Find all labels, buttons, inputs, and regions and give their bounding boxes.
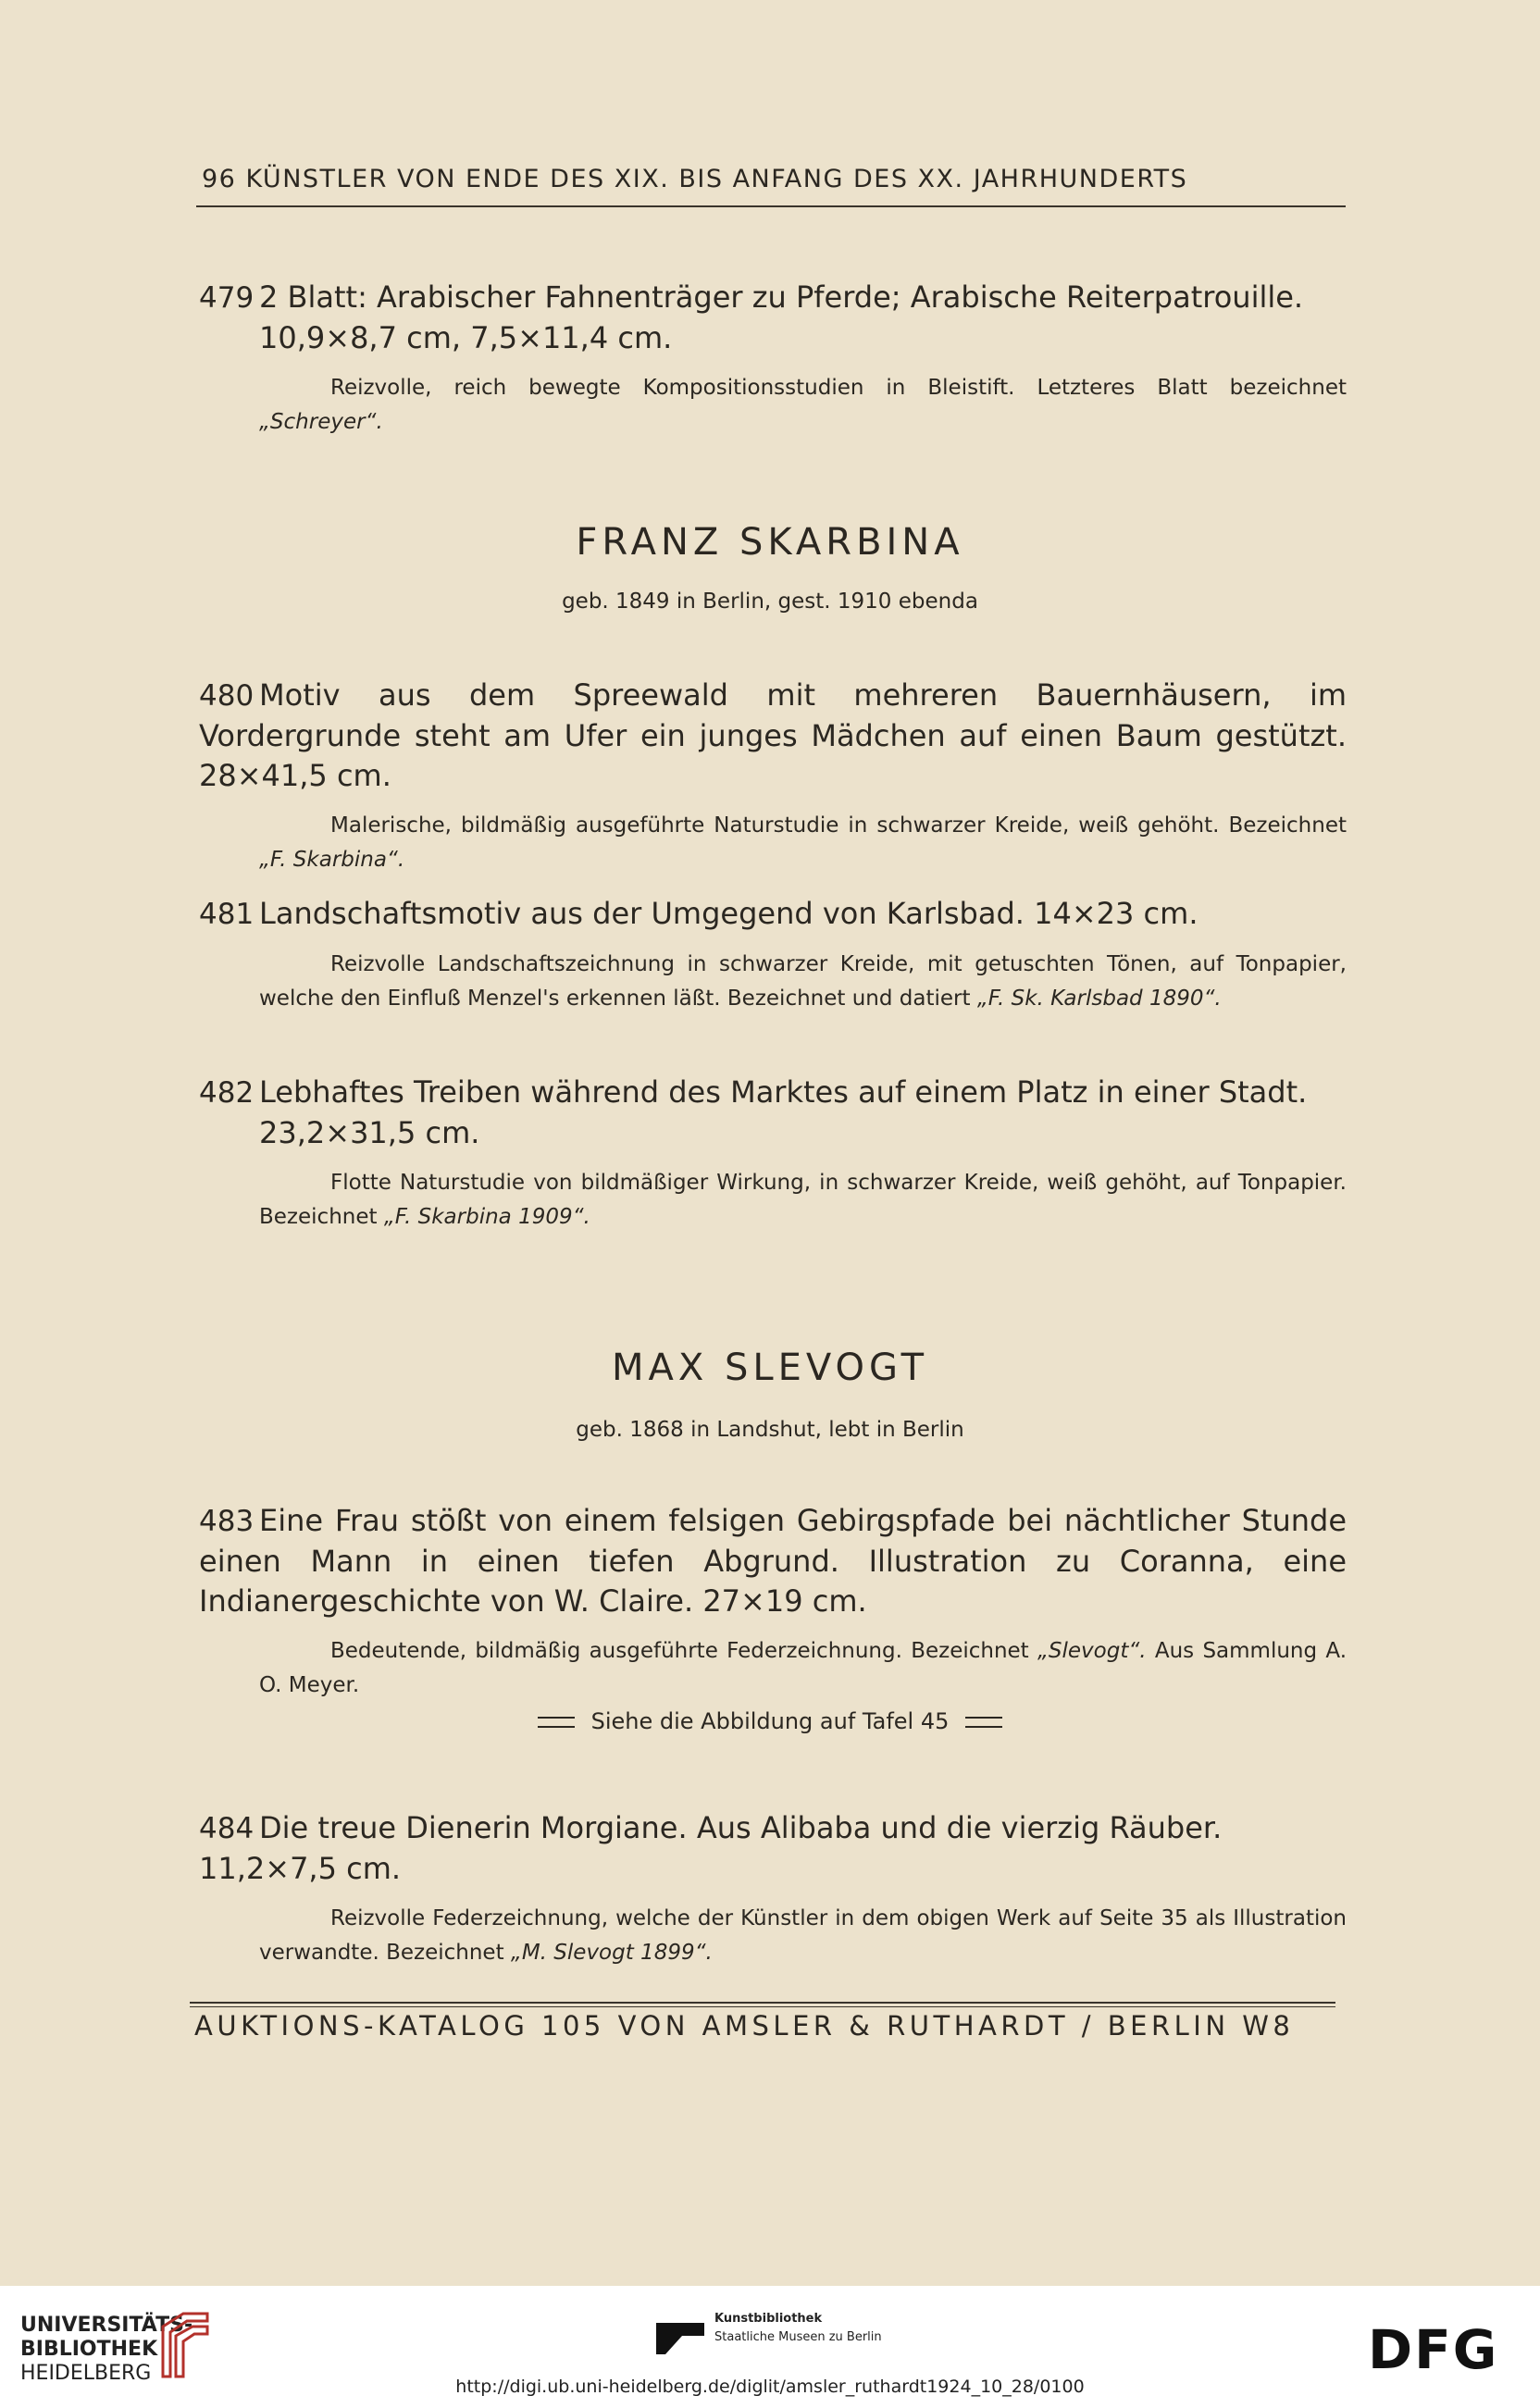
double-rule-left	[538, 1717, 575, 1728]
entry-title: Die treue Dienerin Morgiane. Aus Alibaba und die vierzig Räuber.	[259, 1810, 1223, 1845]
library-name-line1: UNIVERSITÄTS-	[20, 2314, 193, 2337]
catalog-entry-484	[199, 1808, 1347, 1970]
entry-title: 2 Blatt: Arabischer Fahnenträger zu Pferde; Arabische Reiterpatrouille.	[259, 279, 1304, 315]
entry-measurement: 28×41,5 cm.	[199, 758, 391, 793]
double-rule-right	[965, 1717, 1002, 1728]
entry-title: Lebhaftes Treiben während des Marktes auf einem Platz in einer Stadt.	[259, 1074, 1308, 1110]
entry-number: 483	[199, 1505, 255, 1538]
entry-measurement: 11,2×7,5 cm.	[199, 1851, 402, 1886]
library-name-line2: BIBLIOTHEK	[20, 2338, 158, 2361]
entry-note: Bedeutende, bildmäßig ausgeführte Federzeichnung. Bezeichnet „Slevogt“. Aus Sammlung A. O. Meyer.	[259, 1639, 1348, 1697]
kunstbibliothek-label[interactable]	[714, 2310, 882, 2347]
signature: „F. Skarbina 1909“.	[383, 1205, 590, 1229]
artist-heading: MAX SLEVOGT	[611, 1347, 929, 1389]
catalog-entry-479	[199, 278, 1347, 440]
entry-title: Landschaftsmotiv aus der Umgegend von Karlsbad.	[259, 896, 1025, 931]
entry-number: 482	[199, 1076, 255, 1110]
signature: „Schreyer“.	[259, 410, 383, 434]
signature: „F. Skarbina“.	[259, 848, 405, 872]
entry-number: 479	[199, 281, 255, 315]
entry-measurement: 27×19 cm.	[702, 1583, 867, 1619]
signature: „M. Slevogt 1899“.	[510, 1941, 713, 1965]
artist-heading: FRANZ SKARBINA	[576, 521, 964, 564]
entry-note: Flotte Naturstudie von bildmäßiger Wirkung, in schwarzer Kreide, weiß gehöht, auf Tonpapier. Bezeichnet „F. Skarbina 1909“.	[259, 1171, 1347, 1229]
ub-logo-icon	[155, 2308, 213, 2382]
entry-number: 484	[199, 1812, 255, 1845]
kb-name: Kunstbibliothek	[714, 2312, 823, 2326]
dfg-logo[interactable]: DFG	[1368, 2318, 1499, 2381]
signature: „Slevogt“.	[1037, 1639, 1147, 1663]
footer-rule-thin	[190, 2006, 1335, 2007]
entry-measurement: 23,2×31,5 cm.	[259, 1115, 480, 1150]
footer-rule	[190, 2002, 1335, 2004]
kunstbibliothek-logo-icon	[654, 2315, 706, 2360]
catalog-entry-481	[199, 894, 1347, 1016]
permalink-url[interactable]: http://digi.ub.uni-heidelberg.de/diglit/amsler_ruthardt1924_10_28/0100	[455, 2377, 1085, 2397]
signature: „F. Sk. Karlsbad 1890“.	[976, 987, 1222, 1011]
entry-number: 480	[199, 679, 255, 713]
kb-sub: Staatliche Museen zu Berlin	[714, 2330, 882, 2344]
running-header	[202, 165, 1346, 193]
catalog-entry-482	[199, 1073, 1347, 1235]
entry-measurement: 10,9×8,7 cm, 7,5×11,4 cm.	[259, 320, 673, 355]
entry-title: Motiv aus dem Spreewald mit mehreren Bauernhäusern, im Vordergrunde steht am Ufer ein junges Mädchen auf einen Baum gestützt.	[199, 677, 1347, 753]
catalog-entry-480	[199, 676, 1347, 877]
artist-life-dates: geb. 1868 in Landshut, lebt in Berlin	[576, 1418, 964, 1442]
catalog-entry-483	[199, 1501, 1347, 1703]
library-name-line3: HEIDELBERG	[20, 2362, 152, 2385]
entry-note: Reizvolle, reich bewegte Kompositionsstudien in Bleistift. Letzteres Blatt bezeichnet „Schreyer“.	[259, 376, 1347, 434]
running-title: KÜNSTLER VON ENDE DES XIX. BIS ANFANG DES XX. JAHRHUNDERTS	[245, 165, 1188, 193]
header-rule	[196, 205, 1346, 207]
entry-number: 481	[199, 898, 255, 931]
provenance: Aus Sammlung A. O. Meyer.	[259, 1639, 1348, 1697]
plate-reference: Siehe die Abbildung auf Tafel 45	[0, 1708, 1540, 1734]
entry-title: Eine Frau stößt von einem felsigen Gebirgspfade bei nächtlicher Stunde einen Mann in einen tiefen Abgrund. Illustration zu Coranna, eine Indianergeschichte von W. Claire.	[199, 1503, 1347, 1619]
entry-note: Reizvolle Landschaftszeichnung in schwarzer Kreide, mit getuschten Tönen, auf Tonpapier, welche den Einfluß Menzel's erkennen läßt. Bezeichnet und datiert „F. Sk. Karlsbad 1890“.	[259, 952, 1347, 1011]
entry-measurement: 14×23 cm.	[1034, 896, 1198, 931]
artist-life-dates: geb. 1849 in Berlin, gest. 1910 ebenda	[562, 590, 978, 614]
page-number: 96	[202, 165, 237, 193]
entry-note: Malerische, bildmäßig ausgeführte Naturstudie in schwarzer Kreide, weiß gehöht. Bezeichnet „F. Skarbina“.	[259, 813, 1347, 872]
catalog-footer: AUKTIONS-KATALOG 105 VON AMSLER & RUTHARDT / BERLIN W8	[194, 2010, 1295, 2042]
entry-note: Reizvolle Federzeichnung, welche der Künstler in dem obigen Werk auf Seite 35 als Illustration verwandte. Bezeichnet „M. Slevogt 1899“.	[259, 1906, 1347, 1965]
